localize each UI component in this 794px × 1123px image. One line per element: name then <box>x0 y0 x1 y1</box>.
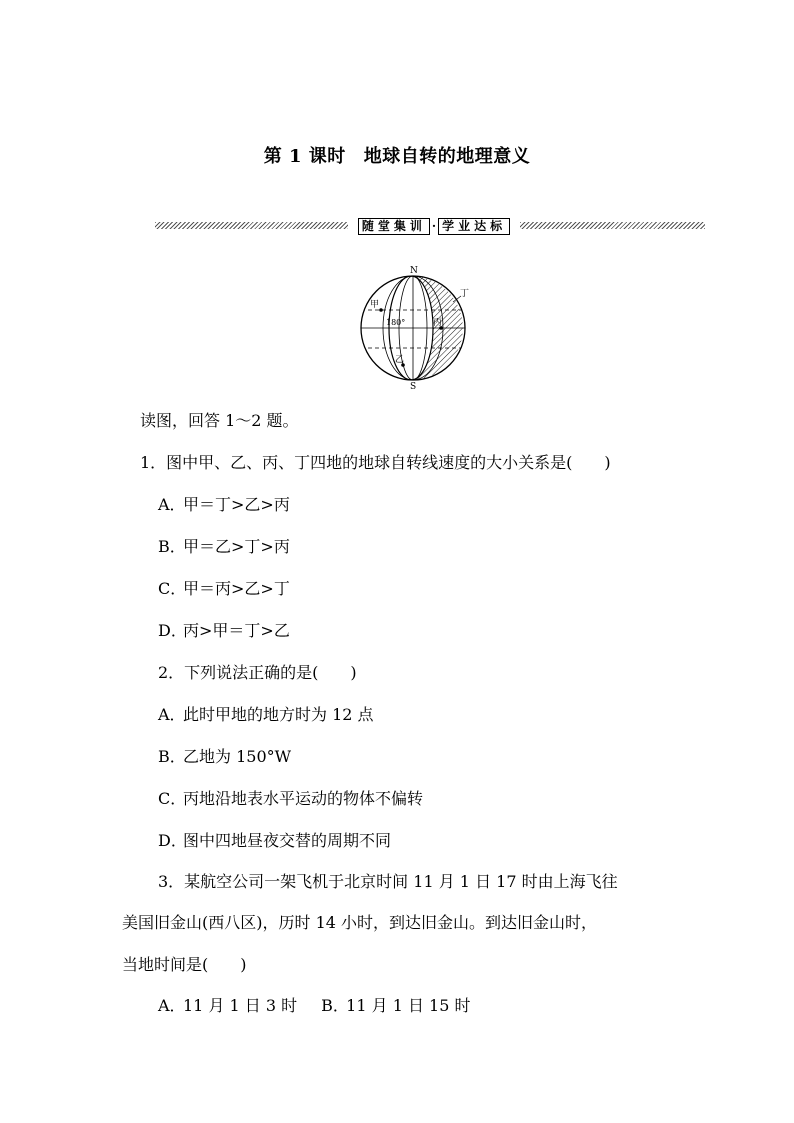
q2-option-d: D．图中四地昼夜交替的周期不同 <box>158 831 392 850</box>
yi-label: 乙 <box>395 355 405 365</box>
question-3-stem-line-1: 3．某航空公司一架飞机于北京时间 11 月 1 日 17 时由上海飞往 <box>158 872 618 891</box>
question-2-stem: 2．下列说法正确的是( ) <box>158 663 357 682</box>
q2-option-b: B．乙地为 150°W <box>158 747 292 766</box>
section-banner <box>155 216 705 236</box>
banner-box-left: 随堂集训 <box>358 218 430 235</box>
south-label: S <box>410 382 417 392</box>
point-jia <box>379 308 383 312</box>
q3-option-b: B．11 月 1 日 15 时 <box>321 996 471 1015</box>
lesson-number: 第 1 课时 <box>263 146 346 167</box>
banner-hatch-left <box>155 222 348 229</box>
q1-option-d: D．丙>甲＝丁>乙 <box>158 621 290 640</box>
jia-label: 甲 <box>370 300 380 310</box>
q1-option-b: B．甲＝乙>丁>丙 <box>158 537 290 556</box>
north-label: N <box>410 266 418 276</box>
page-title <box>0 142 794 168</box>
globe-figure <box>355 262 475 392</box>
question-1-stem: 1．图中甲、乙、丙、丁四地的地球自转线速度的大小关系是( ) <box>140 453 611 472</box>
q2-option-a: A．此时甲地的地方时为 12 点 <box>158 705 374 724</box>
q1-option-c: C．甲＝丙>乙>丁 <box>158 579 290 598</box>
ding-label: 丁 <box>460 289 470 299</box>
question-3-stem-line-3: 当地时间是( ) <box>122 955 247 974</box>
bing-label: 丙 <box>433 318 443 328</box>
intro-text: 读图，回答 1～2 题。 <box>140 411 299 430</box>
banner-label <box>353 216 515 236</box>
banner-box-right: 学业达标 <box>438 218 510 235</box>
q3-options-row <box>158 995 471 1017</box>
meridian-180-label: 180° <box>386 318 406 327</box>
question-3-stem-line-2: 美国旧金山(西八区)，历时 14 小时，到达旧金山。到达旧金山时， <box>122 913 598 932</box>
lesson-title: 地球自转的地理意义 <box>363 146 531 167</box>
banner-separator: · <box>431 219 437 233</box>
q3-option-a: A．11 月 1 日 3 时 <box>158 996 298 1015</box>
banner-hatch-right <box>520 222 705 229</box>
q1-option-a: A．甲＝丁>乙>丙 <box>158 495 290 514</box>
q2-option-c: C．丙地沿地表水平运动的物体不偏转 <box>158 789 424 808</box>
